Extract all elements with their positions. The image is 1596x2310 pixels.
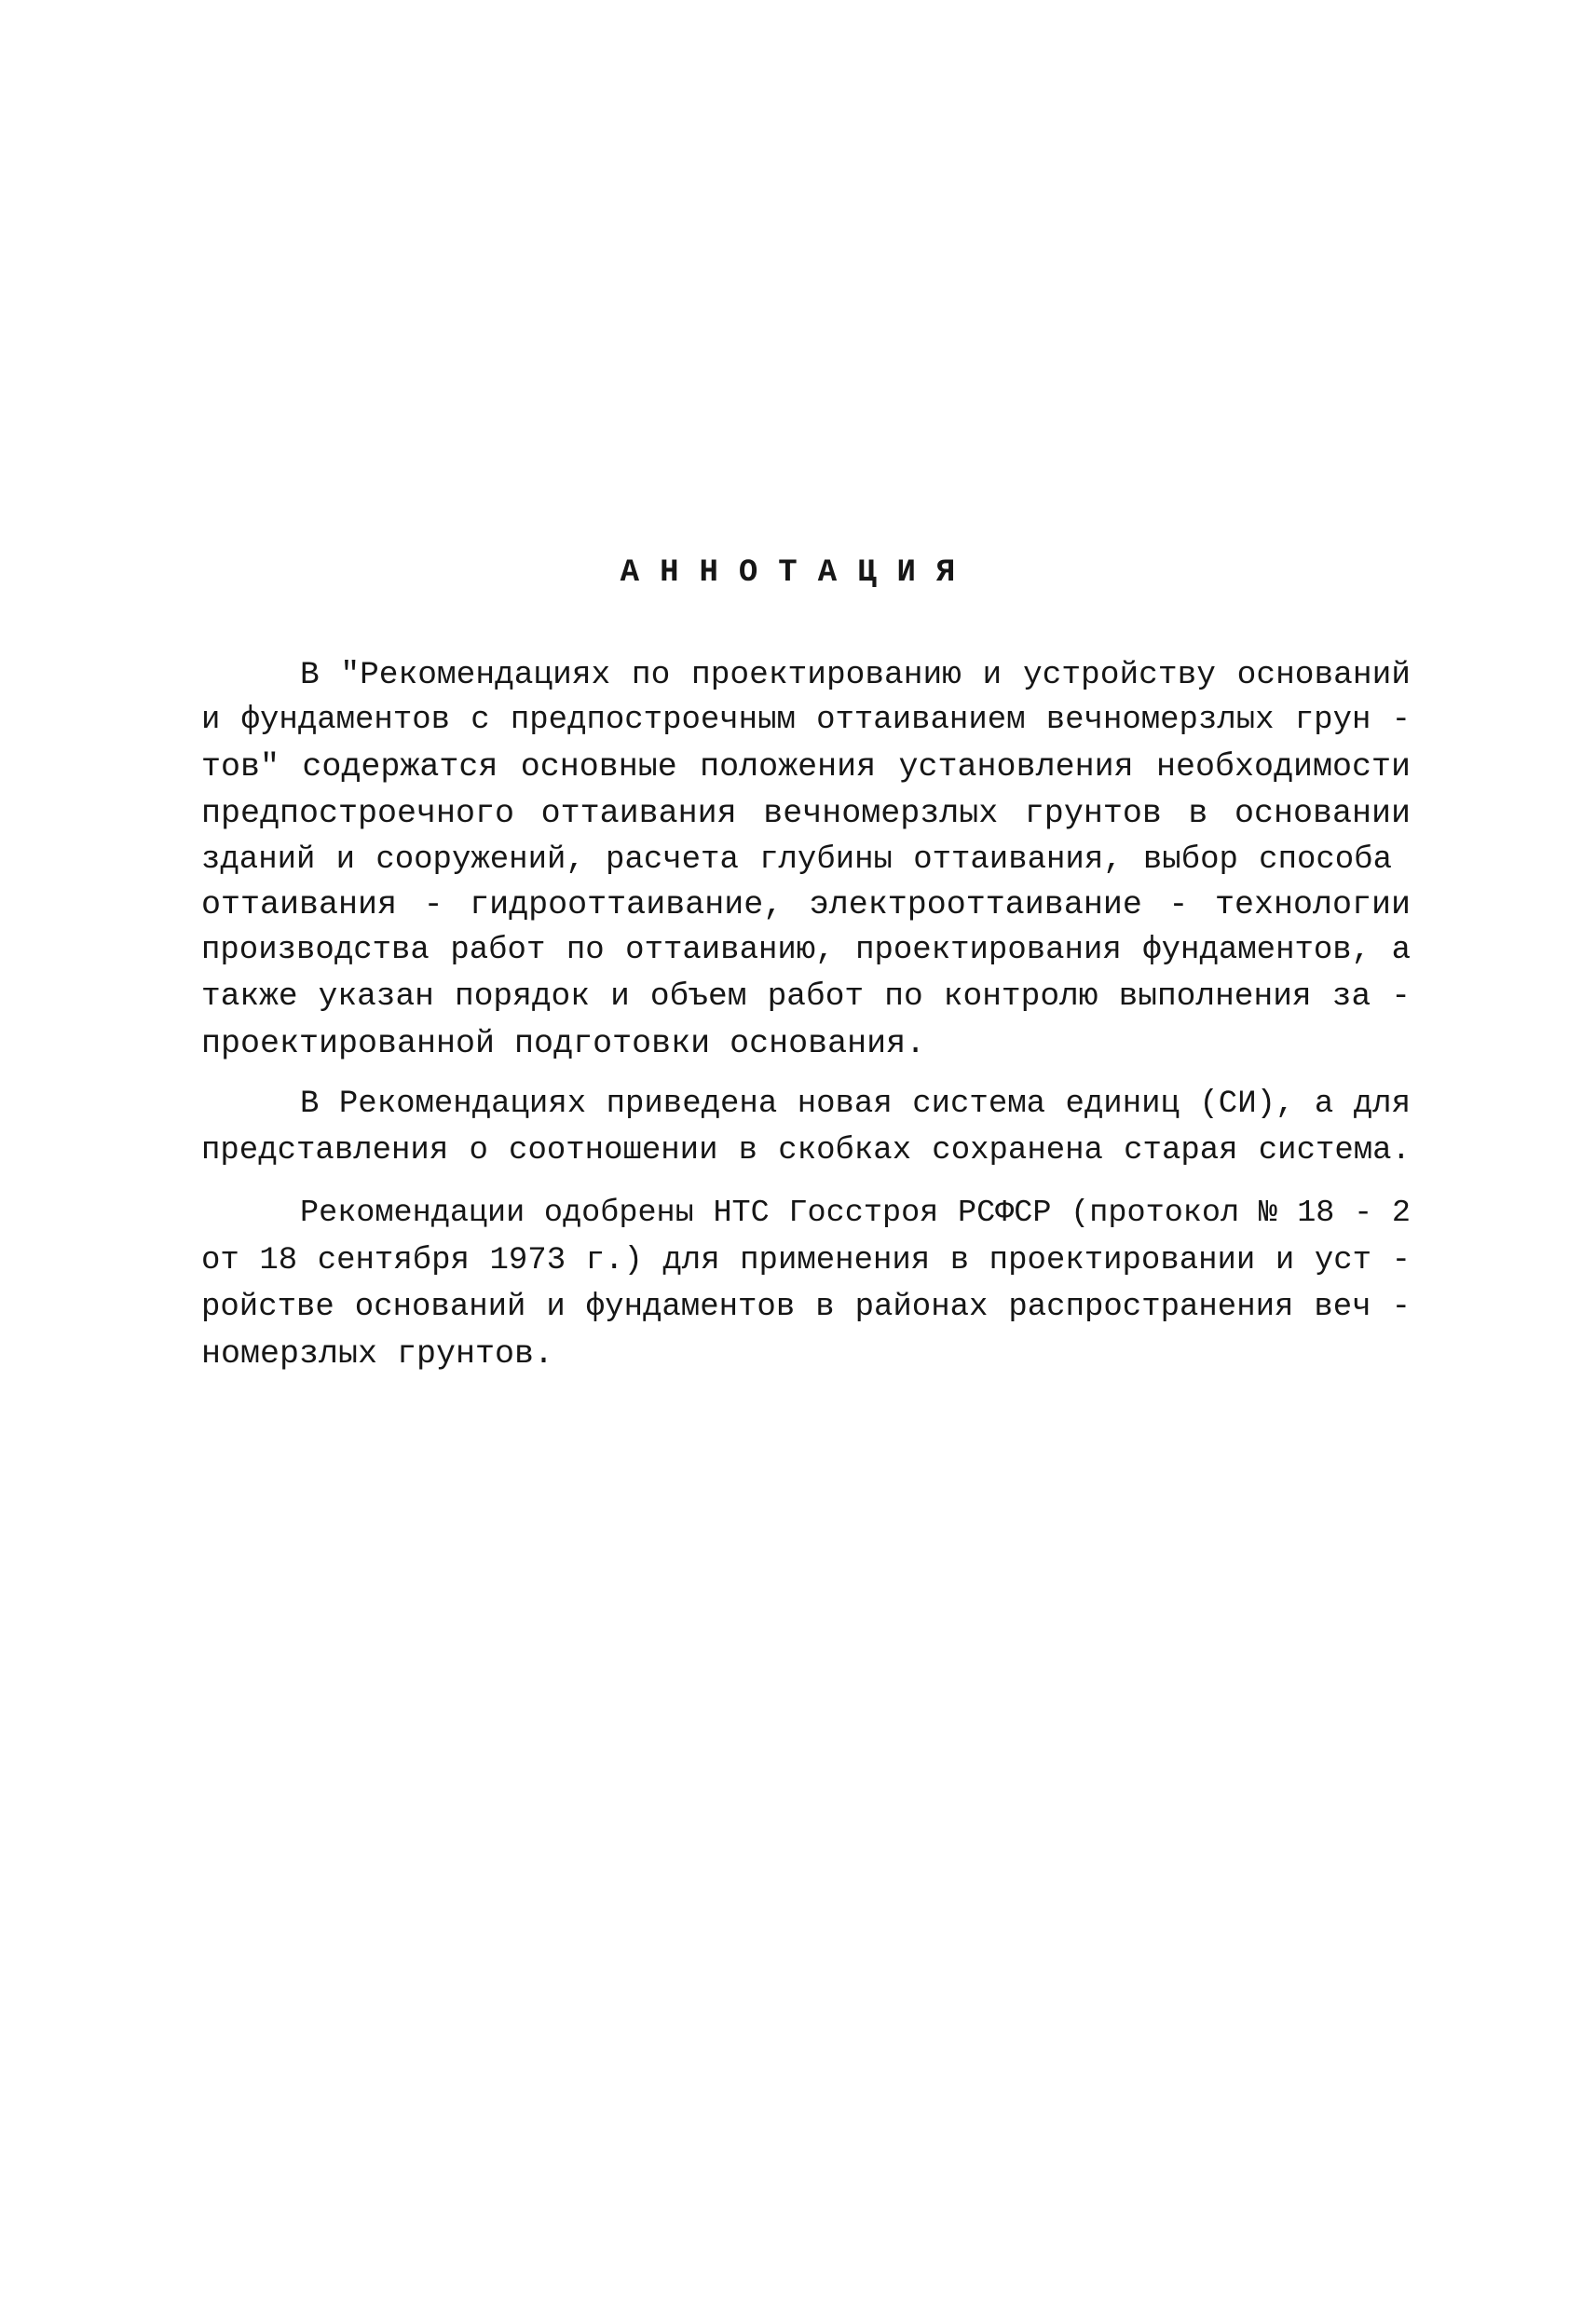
paragraph-3-line-3: ройстве оснований и фундаментов в районах распространения веч -: [201, 1290, 1411, 1325]
paragraph-1-line-8: также указан порядок и объем работ по контролю выполнения за -: [201, 978, 1411, 1015]
paragraph-1-line-2: и фундаментов с предпостроечным оттаиванием вечномерзлых грун -: [201, 703, 1411, 738]
paragraph-1-line-5: зданий и сооружений, расчета глубины оттаивания, выбор способа: [201, 842, 1392, 878]
paragraph-3-line-1: Рекомендации одобрены НТС Госстроя РСФСР (протокол № 18 - 2: [300, 1196, 1411, 1231]
paragraph-3-line-2: от 18 сентября 1973 г.) для применения в проектировании и уст -: [201, 1243, 1411, 1278]
paragraph-1-line-7: производства работ по оттаиванию, проектирования фундаментов, а: [201, 933, 1411, 968]
paragraph-1-line-6: оттаивания - гидрооттаивание, электрооттаивание - технологии: [201, 886, 1411, 923]
paragraph-1-line-9: проектированной подготовки основания.: [201, 1025, 926, 1062]
paragraph-1-line-4: предпостроечного оттаивания вечномерзлых грунтов в основании: [201, 795, 1411, 832]
paragraph-1-line-3: тов" содержатся основные положения установления необходимости: [201, 748, 1411, 786]
paragraph-3-line-4: номерзлых грунтов.: [201, 1335, 554, 1373]
paragraph-2-line-2: представления о соотношении в скобках сохранена старая система.: [201, 1133, 1411, 1169]
annotation-title: АННОТАЦИЯ: [620, 555, 976, 591]
paragraph-1-line-1: В "Рекомендациях по проектированию и устройству оснований: [300, 657, 1411, 693]
paragraph-2-line-1: В Рекомендациях приведена новая система единиц (СИ), а для: [300, 1087, 1411, 1122]
